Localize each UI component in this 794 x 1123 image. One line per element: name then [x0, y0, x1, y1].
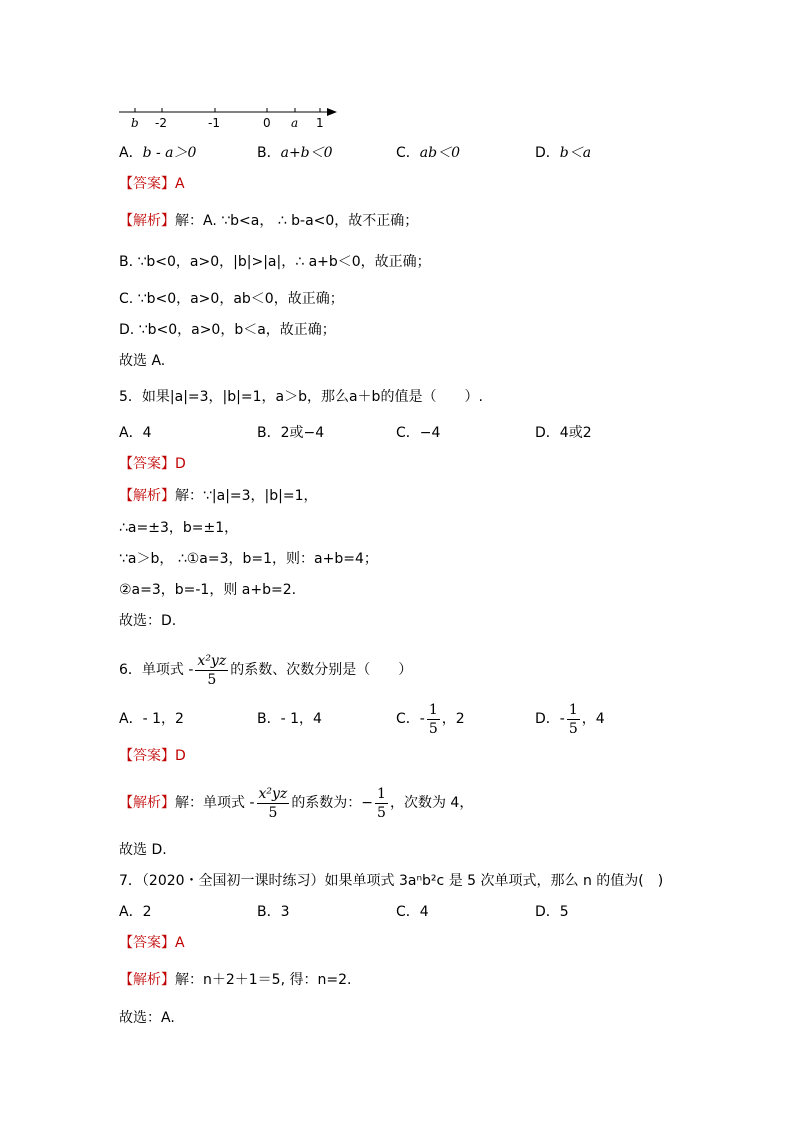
- number-line: [115, 100, 345, 135]
- q5-analysis-line: ∵a＞b， ∴①a=3，b=1，则：a+b=4；: [119, 551, 378, 567]
- q4-analysis-line: C. ∵b<0，a>0，ab＜0，故正确；: [119, 291, 344, 307]
- q6-option-b: B．- 1，4: [257, 711, 322, 727]
- q6-option-d: D．- $\frac{1}{5}$ ，4: [535, 701, 605, 737]
- q5-stem: 5．如果|a|=3，|b|=1，a＞b，那么a＋b的值是（ ）.: [119, 389, 483, 405]
- q7-conclusion: 故选：A.: [119, 1010, 175, 1026]
- q7-answer: 【答案】A: [119, 935, 185, 951]
- q6-option-c: C．- $\frac{1}{5}$ ，2: [396, 701, 465, 737]
- q5-option-c: C．−4: [396, 425, 441, 441]
- q6-answer: 【答案】D: [119, 748, 186, 764]
- q7-option-d: D．5: [535, 904, 569, 920]
- q4-option-c: C．ab＜0: [396, 145, 460, 161]
- q4-analysis-line: D. ∵b<0，a>0，b＜a，故正确；: [119, 322, 336, 338]
- q4-analysis-line: 【解析】解：A. ∵b<a， ∴ b-a<0，故不正确；: [119, 213, 419, 229]
- q4-analysis-line: B. ∵b<0，a>0，|b|>|a|，∴ a+b＜0，故正确；: [119, 254, 431, 270]
- number-line-label: -1: [208, 116, 220, 130]
- q5-analysis-line: ∴a=±3，b=±1，: [119, 520, 239, 536]
- q5-option-b: B．2或−4: [257, 425, 325, 441]
- q7-analysis-line: 【解析】解：n＋2＋1＝5, 得：n=2.: [119, 972, 352, 988]
- q5-analysis-line: ②a=3，b=-1，则 a+b=2.: [119, 582, 297, 598]
- number-line-label: 1: [316, 116, 324, 130]
- q7-option-b: B．3: [257, 904, 290, 920]
- q6-option-a: A．- 1，2: [119, 711, 184, 727]
- q6-stem: 6．单项式 - $\frac{\text{x²yz}}{5}$ 的系数、次数分别是（ ）: [119, 652, 413, 688]
- q4-conclusion: 故选 A.: [119, 353, 166, 369]
- q4-answer: 【答案】A: [119, 176, 185, 192]
- q7-option-c: C．4: [396, 904, 429, 920]
- number-line-label: -2: [155, 116, 167, 130]
- q5-conclusion: 故选：D.: [119, 613, 177, 629]
- q6-analysis-line: 【解析】解：单项式 - $\frac{\text{x²yz}}{5}$ 的系数为：− $\frac{1}{5}$ ，次数为 4，: [119, 785, 474, 821]
- number-line-label: a: [291, 116, 299, 130]
- number-line-label: 0: [263, 116, 271, 130]
- q4-option-b: B．a+b＜0: [257, 145, 333, 161]
- number-line-label: b: [131, 116, 139, 130]
- q7-stem: 7．（2020・全国初一课时练习）如果单项式 3aⁿb²c 是 5 次单项式，那么 n 的值为( ): [119, 873, 664, 889]
- q5-answer: 【答案】D: [119, 456, 186, 472]
- q4-option-d: D．b＜a: [535, 145, 592, 161]
- q5-option-a: A．4: [119, 425, 152, 441]
- q7-option-a: A．2: [119, 904, 152, 920]
- q4-option-a: A．b - a＞0: [119, 145, 197, 161]
- q5-analysis-line: 【解析】解：∵|a|=3，|b|=1，: [119, 488, 318, 504]
- q5-option-d: D．4或2: [535, 425, 592, 441]
- q6-conclusion: 故选 D.: [119, 842, 167, 858]
